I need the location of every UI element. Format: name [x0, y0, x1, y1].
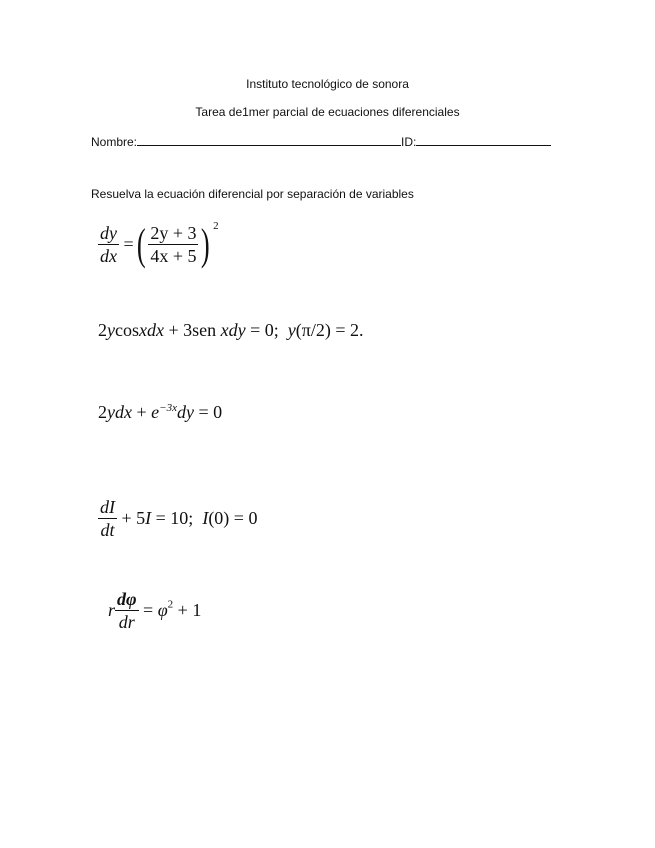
eq5-exponent: 2	[167, 598, 174, 611]
eq5-fraction	[115, 588, 139, 633]
eq2-part: y	[107, 320, 115, 340]
eq4-den: dt	[100, 520, 115, 540]
eq4-part: (0) = 0	[208, 508, 258, 528]
equation-3	[98, 402, 222, 423]
institution-title: Instituto tecnológico de sonora	[246, 77, 409, 91]
eq1-lhs-fraction	[98, 222, 119, 267]
id-blank-line[interactable]	[416, 133, 551, 146]
eq3-part: 2	[98, 402, 107, 422]
eq3-part: = 0	[193, 402, 223, 422]
equation-5	[108, 588, 201, 633]
name-label: Nombre:	[91, 135, 138, 149]
eq3-exponent: −3x	[159, 402, 177, 414]
eq4-part: I	[145, 508, 152, 528]
eq2-part: xdx	[139, 320, 164, 340]
eq1-rhs-fraction	[148, 222, 198, 267]
equation-4	[98, 496, 257, 541]
equation-1: $\frac{dy}{dx}$ =( $\frac{2y + 3}{4x + 5}$ ) $^2$	[100, 219, 219, 269]
eq1-rhs-num: 2y + 3	[150, 223, 197, 243]
instructions: Resuelva la ecuación diferencial por separación de variables	[91, 187, 414, 201]
eq2-part: 2	[98, 320, 107, 340]
eq5-phi: φ	[157, 600, 168, 620]
eq4-part: I	[202, 508, 209, 528]
eq3-part: dy	[176, 402, 194, 422]
eq2-part: + 3sen	[163, 320, 221, 340]
eq2-part: xdy	[220, 320, 246, 340]
eq2-part: cos	[115, 320, 139, 340]
eq5-part: =	[138, 600, 158, 620]
eq1-lhs-den: dx	[100, 246, 117, 266]
id-label: ID:	[401, 135, 417, 149]
name-id-row	[91, 133, 551, 149]
eq2-part: = 0;	[245, 320, 288, 340]
eq5-den: dr	[118, 612, 135, 632]
eq5-r: r	[108, 600, 116, 620]
eq2-part: (π/2) = 2.	[295, 320, 364, 340]
eq3-part: +	[131, 402, 152, 422]
eq4-num: dI	[100, 497, 115, 517]
eq4-part: + 5	[117, 508, 146, 528]
eq1-lhs-num: dy	[100, 223, 117, 243]
eq4-part: = 10;	[151, 508, 203, 528]
eq5-part: + 1	[173, 600, 202, 620]
eq2-part: y	[287, 320, 296, 340]
eq4-fraction	[98, 496, 117, 541]
equation-2	[98, 320, 364, 341]
eq3-part: ydx	[107, 402, 132, 422]
eq5-num: dφ	[117, 589, 137, 609]
eq1-rhs-den: 4x + 5	[150, 246, 197, 266]
eq3-part: e	[151, 402, 160, 422]
name-blank-line[interactable]	[137, 133, 401, 146]
assignment-title: Tarea de1mer parcial de ecuaciones diferenciales	[195, 105, 460, 119]
eq1-exponent: 2	[213, 220, 219, 232]
